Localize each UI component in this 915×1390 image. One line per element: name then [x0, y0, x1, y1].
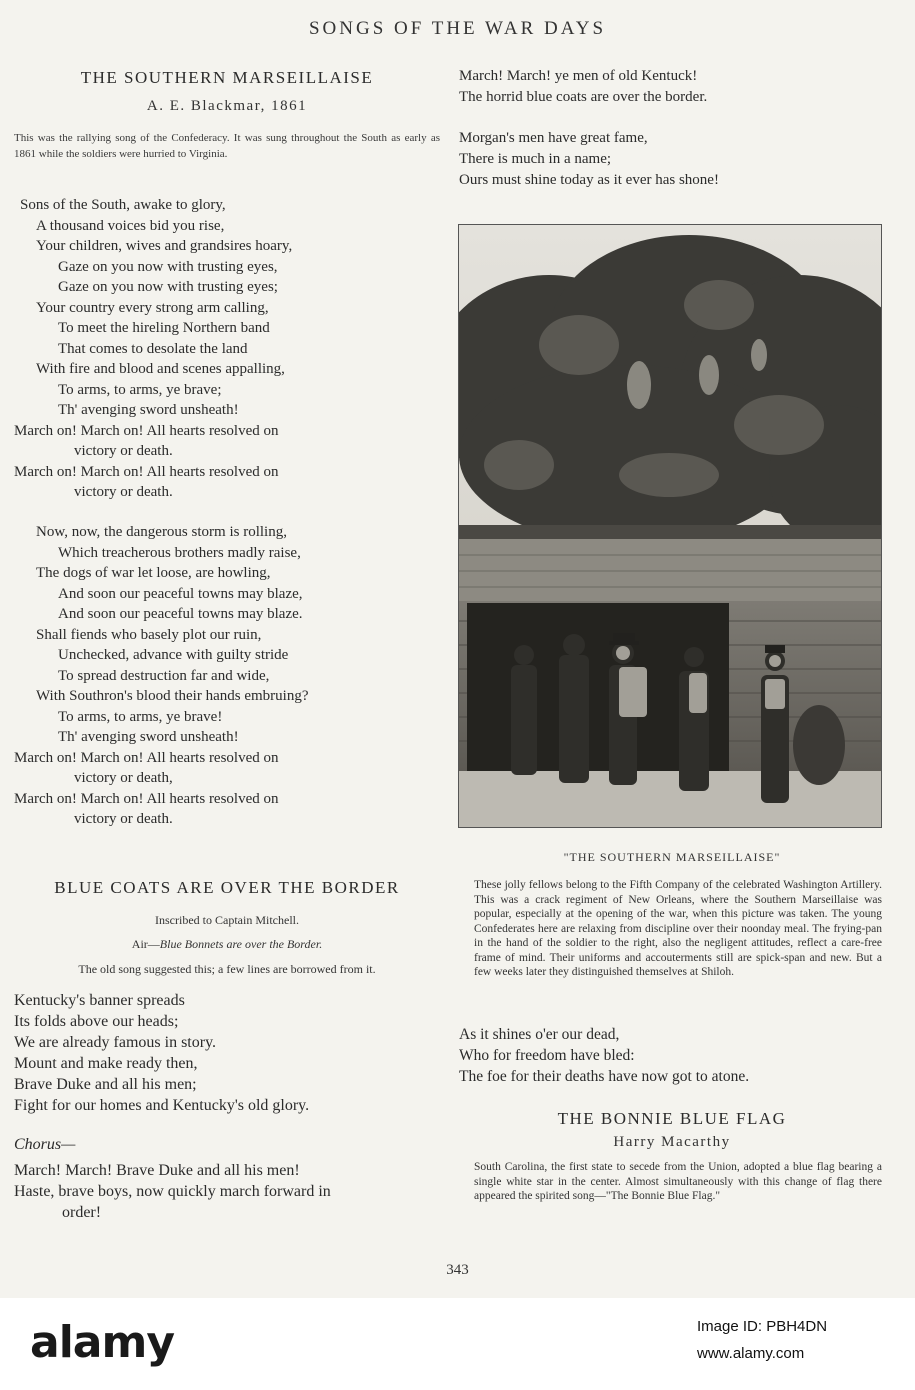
bonnie-blue-flag-title: THE BONNIE BLUE FLAG	[557, 1109, 787, 1128]
blue-coats-right-stanza-2	[459, 128, 885, 191]
blue-coats-right-stanza-1	[459, 66, 885, 108]
bonnie-blue-flag-note: South Carolina, the first state to secede from the Union, adopted a blue flag bearing a single white star in the center. Almost simultaneously with this change of flag there appeared the spirited song—"The Bonnie Blue Flag."	[474, 1161, 882, 1202]
verse-line: March on! March on! All hearts resolved on	[14, 749, 279, 766]
verse-line: victory or death,	[74, 770, 173, 786]
southern-marseillaise-note: This was the rallying song of the Confederacy. It was sung throughout the South as early as 1861 while the soldiers were hurried to Virginia.	[14, 132, 440, 160]
verse-line: Now, now, the dangerous storm is rolling,	[36, 524, 287, 540]
verse-line: With Southron's blood their hands embruing?	[36, 688, 309, 704]
verse-line: To meet the hireling Northern band	[58, 320, 270, 336]
verse-line: Ours must shine today as it ever has shone!	[459, 172, 719, 188]
verse-line: Fight for our homes and Kentucky's old glory.	[14, 1097, 310, 1114]
verse-line: Your children, wives and grandsires hoary,	[36, 238, 293, 254]
verse-line: order!	[62, 1204, 102, 1221]
blue-coats-dedication: Inscribed to Captain Mitchell.	[155, 913, 299, 927]
verse-line: victory or death.	[74, 811, 173, 827]
verse-line: March on! March on! All hearts resolved on	[14, 790, 279, 807]
verse-line: Your country every strong arm calling,	[36, 299, 269, 316]
photo-illustration	[459, 225, 882, 828]
verse-line: Brave Duke and all his men;	[14, 1076, 197, 1093]
verse-line: March on! March on! All hearts resolved on	[14, 463, 279, 480]
verse-line: A thousand voices bid you rise,	[36, 217, 225, 234]
air-tune: Blue Bonnets are over the Border.	[159, 937, 323, 951]
blue-coats-air	[14, 937, 440, 952]
verse-line: Th' avenging sword unsheath!	[58, 729, 239, 745]
photo-caption-title: "THE SOUTHERN MARSEILLAISE"	[563, 850, 781, 864]
verse-line: Mount and make ready then,	[14, 1055, 198, 1072]
chorus-label: Chorus—	[14, 1136, 76, 1153]
verse-line: Its folds above our heads;	[14, 1013, 179, 1030]
photo-caption: These jolly fellows belong to the Fifth Company of the celebrated Washington Artillery. This was a crack regiment of New Orleans, where the Southern Marseillaise was popular, especially at the opening of the war, when this picture was taken. The young Confederates here are relaxing from discipline over their noonday meal. The frying-pan in the hand of the soldier to the right, also the negligent attitudes, reflect a care-free frame of mind. Their uniforms and accouterments still are spick-span and new. But a few weeks later they distinguished themselves at Shiloh.	[474, 879, 882, 978]
verse-line: Th' avenging sword unsheath!	[58, 402, 239, 418]
southern-marseillaise-author: A. E. Blackmar, 1861	[146, 98, 308, 114]
blue-coats-title: BLUE COATS ARE OVER THE BORDER	[54, 878, 400, 897]
verse-line: Morgan's men have great fame,	[459, 130, 648, 146]
verse-line: To arms, to arms, ye brave!	[58, 708, 223, 725]
image-id-label: Image ID: PBH4DN	[697, 1318, 828, 1335]
verse-line: Unchecked, advance with guilty stride	[58, 647, 289, 663]
verse-line: March! March! Brave Duke and all his men!	[14, 1162, 300, 1179]
verse-line: That comes to desolate the land	[58, 340, 248, 357]
alamy-logo[interactable]: alamy	[30, 1317, 174, 1368]
verse-line: The horrid blue coats are over the border.	[459, 89, 708, 105]
verse-line: Shall fiends who basely plot our ruin,	[36, 626, 262, 643]
verse-line: The foe for their deaths have now got to atone.	[459, 1068, 750, 1085]
verse-line: victory or death.	[74, 484, 173, 500]
verse-line: Gaze on you now with trusting eyes,	[58, 258, 278, 275]
verse-line: Gaze on you now with trusting eyes;	[58, 279, 278, 295]
verse-line: And soon our peaceful towns may blaze.	[58, 606, 303, 622]
verse-line: victory or death.	[74, 443, 173, 459]
page-number: 343	[446, 1262, 469, 1278]
verse-line: Who for freedom have bled:	[459, 1047, 635, 1064]
bonnie-blue-flag-author: Harry Macarthy	[613, 1134, 731, 1150]
verse-line: There is much in a name;	[459, 151, 612, 167]
verse-line: Which treacherous brothers madly raise,	[58, 544, 301, 561]
verse-line: As it shines o'er our dead,	[459, 1026, 620, 1043]
running-head: SONGS OF THE WAR DAYS	[308, 18, 607, 39]
blue-coats-note: The old song suggested this; a few lines are borrowed from it.	[78, 962, 376, 976]
verse-line: Haste, brave boys, now quickly march forward in	[14, 1183, 331, 1200]
verse-line: We are already famous in story.	[14, 1034, 217, 1051]
blue-coats-right-stanza-3	[459, 1024, 885, 1087]
blue-coats-chorus	[14, 1160, 440, 1223]
verse-line: With fire and blood and scenes appalling,	[36, 361, 285, 377]
verse-line: To spread destruction far and wide,	[58, 667, 270, 684]
southern-marseillaise-stanza-1	[14, 195, 440, 503]
blue-coats-stanza-1	[14, 990, 440, 1116]
verse-line: March! March! ye men of old Kentuck!	[459, 68, 698, 84]
verse-line: March on! March on! All hearts resolved on	[14, 422, 279, 439]
verse-line: Sons of the South, awake to glory,	[20, 197, 226, 213]
verse-line: Kentucky's banner spreads	[14, 992, 185, 1009]
soldiers-photograph	[458, 224, 882, 828]
air-prefix: Air—	[131, 937, 160, 951]
verse-line: The dogs of war let loose, are howling,	[36, 565, 271, 581]
verse-line: And soon our peaceful towns may blaze,	[58, 585, 303, 602]
verse-line: To arms, to arms, ye brave;	[58, 381, 222, 398]
southern-marseillaise-title: THE SOUTHERN MARSEILLAISE	[80, 68, 374, 87]
site-url-link[interactable]: www.alamy.com	[697, 1345, 805, 1362]
southern-marseillaise-stanza-2	[14, 522, 440, 830]
